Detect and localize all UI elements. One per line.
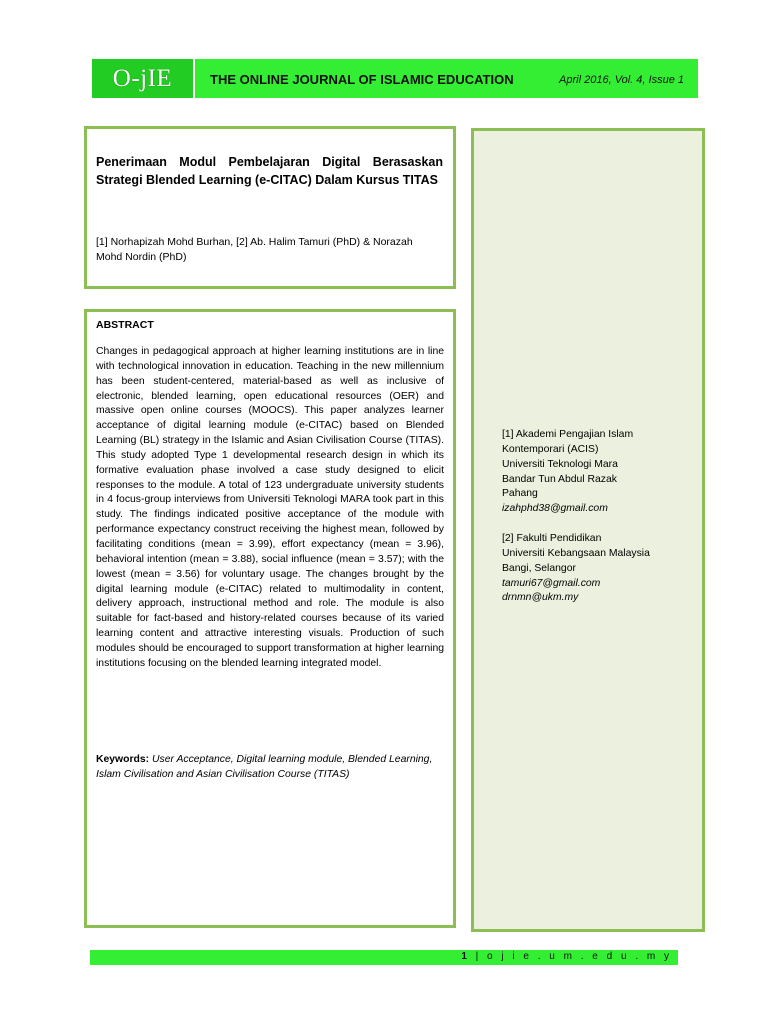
journal-header [92,59,698,98]
affiliation-1-line: Kontemporari (ACIS) [502,443,599,455]
author-list: [1] Norhapizah Mohd Burhan, [2] Ab. Halim Tamuri (PhD) & Norazah Mohd Nordin (PhD) [96,236,413,263]
journal-logo [92,59,195,98]
footer-site: | o j i e . u m . e d u . m y [469,951,672,962]
logo-text: O-jIE [112,64,173,92]
affiliation-2 [502,532,698,606]
affiliation-1 [502,428,698,517]
page-number: 1 [461,951,470,962]
abstract-heading: ABSTRACT [96,319,154,331]
affiliation-2-line: Universiti Kebangsaan Malaysia [502,547,650,559]
journal-issue: April 2016, Vol. 4, Issue 1 [559,74,684,86]
affiliation-1-line: Pahang [502,488,538,500]
affiliation-2-line: Bangi, Selangor [502,562,576,574]
affiliation-1-line: Universiti Teknologi Mara [502,458,618,470]
affiliation-2-email: tamuri67@gmail.com [502,577,601,589]
abstract-box [84,309,456,928]
affiliation-2-line: [2] Fakulti Pendidikan [502,533,602,544]
paper-title: Penerimaan Modul Pembelajaran Digital Berasaskan Strategi Blended Learning (e-CITAC) Dalam Kursus TITAS [96,155,443,187]
footer-text [461,951,672,962]
affiliation-1-line: [1] Akademi Pengajian Islam [502,429,634,440]
page-footer [90,950,678,965]
title-box [84,126,456,289]
journal-title: THE ONLINE JOURNAL OF ISLAMIC EDUCATION [210,72,514,87]
keywords-text: User Acceptance, Digital learning module, Blended Learning, Islam Civilisation and Asian Civilisation Course (TITAS) [96,754,433,780]
keywords [96,753,444,783]
affiliation-2-email: drnmn@ukm.my [502,592,579,604]
affiliation-1-email: izahphd38@gmail.com [502,503,608,515]
abstract-body: Changes in pedagogical approach at higher learning institutions are in line with technological innovation in education. Teaching in the new millennium has been student-centered, material-based as well as inclusive of electronic, blended learning, open educational resources (OER) and massive open online courses (MOOCS). This paper analyzes learner acceptance of digital learning module (e-CITAC) based on Blended Learning (BL) strategy in the Islamic and Asian Civilisation Course (TITAS). This study adopted Type 1 developmental research design in which its formative evaluation phase involved a case study designed to elicit responses to the module. A total of 123 undergraduate university students in 4 focus-group interviews from Universiti Teknologi MARA took part in this study. The findings indicated positive acceptance of the module with performance expectancy construct receiving the highest mean, followed by facilitating conditions (mean = 3.99), effort expectancy (mean = 3.96), behavioral intention (mean = 3.88), social influence (mean = 3.57); with the lowest (mean = 3.56) for voluntary usage. The changes brought by the digital learning module (e-CITAC) related to multimodality in content, delivery approach, instructional method and role. The module is also suitable for fact-based and history-related courses because of its varied learning content and attractive interesting visuals. Production of such modules should be encouraged to support transformation at higher learning institutions focusing on the blended learning integrated model. [96,346,444,669]
affiliation-1-line: Bandar Tun Abdul Razak [502,473,617,485]
keywords-label: Keywords: [96,754,150,765]
affiliation-sidebar [471,128,705,932]
